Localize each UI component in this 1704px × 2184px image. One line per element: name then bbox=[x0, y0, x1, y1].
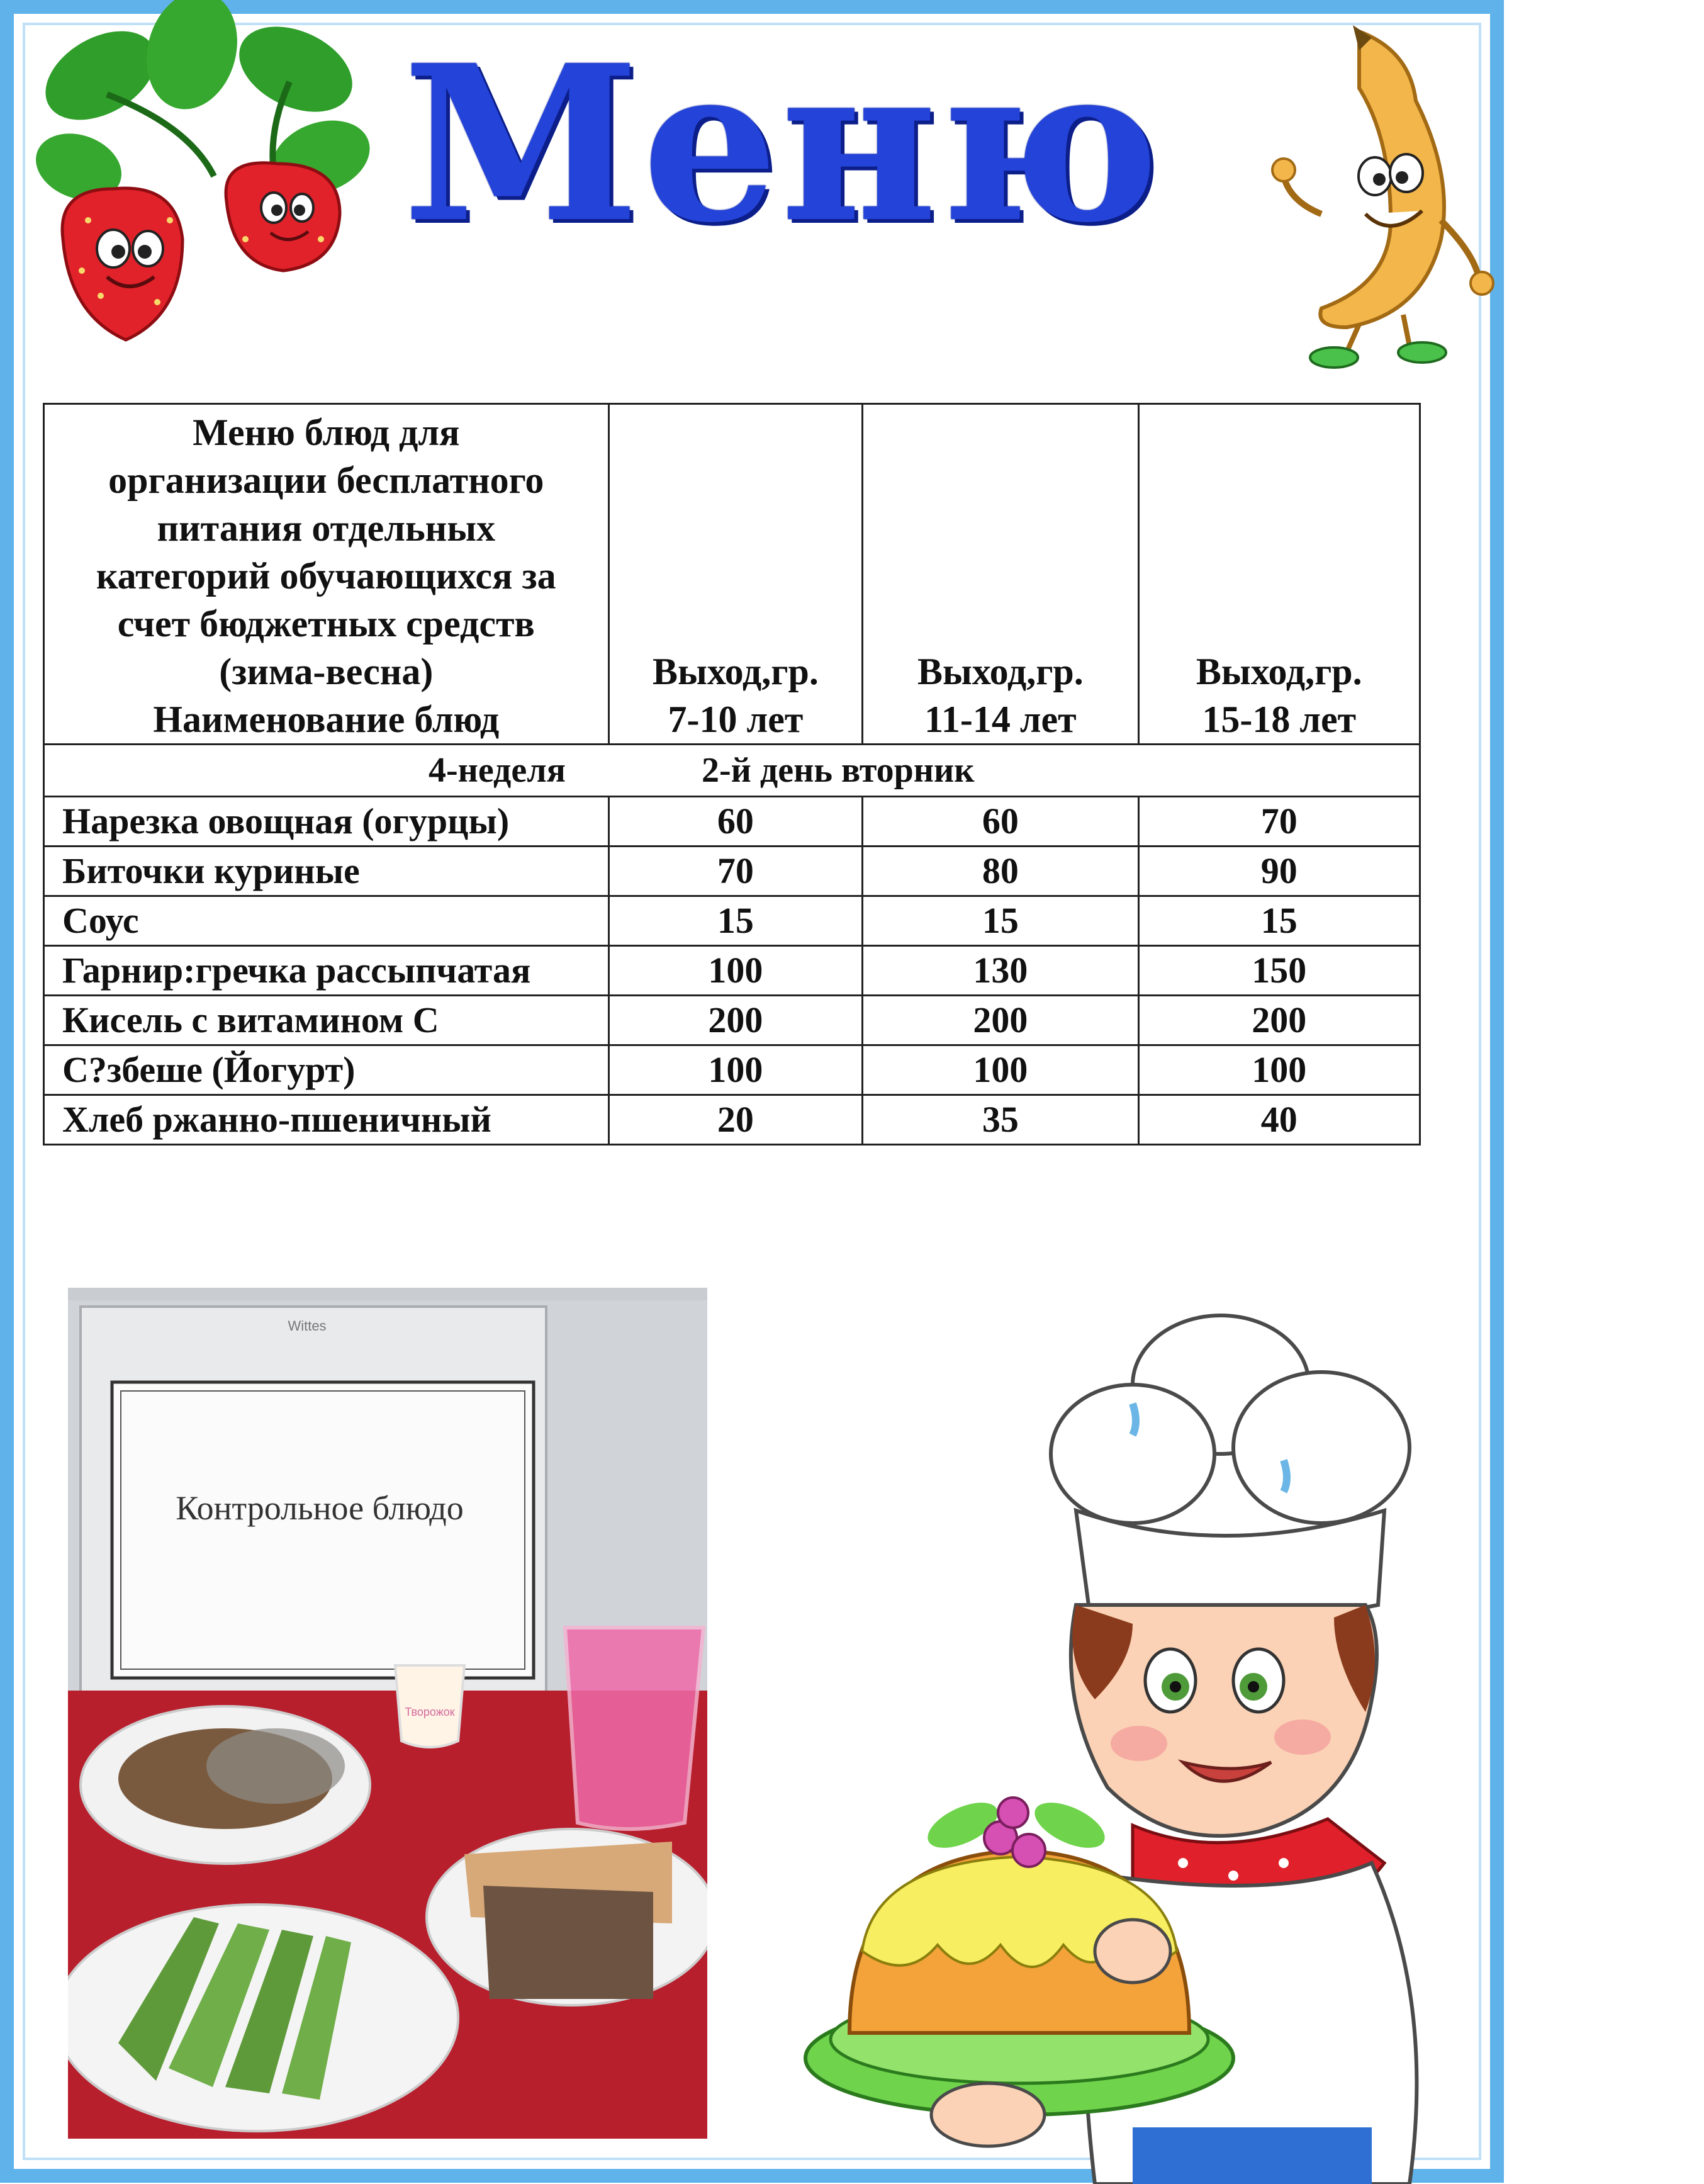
bread-rye bbox=[483, 1886, 653, 1999]
photo-scene bbox=[68, 1288, 707, 2139]
header-yield-15-18: Выход,гр. 15-18 лет bbox=[1138, 404, 1420, 745]
header-dish-name: Меню блюд для организации бесплатного питания отдельных категорий обучающихся за счет бюджетных средств (зима-весна) Наименование блюд bbox=[44, 404, 609, 745]
chef-head bbox=[1071, 1605, 1377, 1836]
table-row: Хлеб ржанно-пшеничный 20 35 40 bbox=[44, 1095, 1420, 1145]
strawberry-illustration bbox=[25, 0, 378, 352]
day-label: 2-й день вторник bbox=[702, 751, 975, 790]
week-day-row bbox=[44, 745, 1420, 797]
control-dish-sign: Контрольное блюдо bbox=[176, 1489, 464, 1527]
folder-brand-text: Wittes bbox=[288, 1318, 327, 1334]
yogurt-brand-text: Творожок bbox=[405, 1706, 455, 1718]
table-row: Соус 15 15 15 bbox=[44, 896, 1420, 946]
glass-kissel bbox=[565, 1628, 703, 1829]
table-row: Гарнир:гречка рассыпчатая 100 130 150 bbox=[44, 946, 1420, 996]
table-row: Биточки куриные 70 80 90 bbox=[44, 847, 1420, 896]
table-row: С?збеше (Йогурт) 100 100 100 bbox=[44, 1045, 1420, 1095]
sign-paper bbox=[112, 1382, 534, 1678]
strawberry-left bbox=[62, 188, 182, 340]
menu-table bbox=[43, 403, 1421, 1145]
header-yield-7-10: Выход,гр. 7-10 лет bbox=[608, 404, 863, 745]
week-label: 4-неделя bbox=[429, 751, 566, 790]
table-header-row bbox=[44, 404, 1420, 745]
banana-illustration bbox=[1265, 13, 1504, 371]
strawberry-right bbox=[226, 163, 340, 271]
page-title: Меню bbox=[403, 19, 1162, 270]
week-day-cell bbox=[44, 745, 1420, 797]
chef-hat bbox=[1051, 1315, 1410, 1621]
table-row: Кисель с витамином С 200 200 200 bbox=[44, 996, 1420, 1045]
table-row: Нарезка овощная (огурцы) 60 60 70 bbox=[44, 797, 1420, 847]
header-yield-11-14: Выход,гр. 11-14 лет bbox=[863, 404, 1138, 745]
chef-illustration bbox=[780, 1309, 1498, 2184]
control-meal-photo bbox=[68, 1288, 707, 2139]
